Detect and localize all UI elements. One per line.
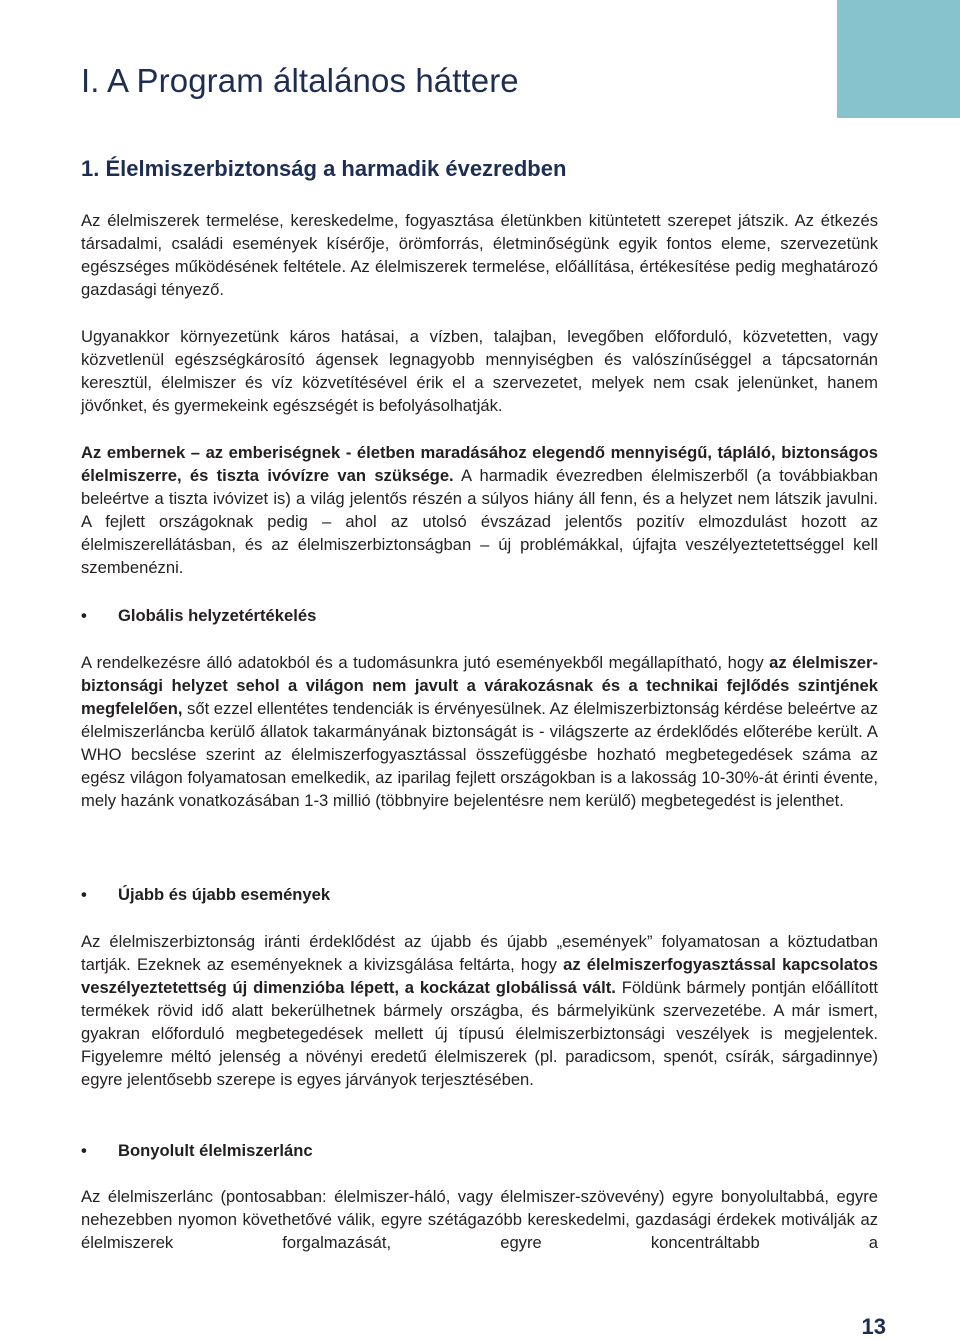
paragraph-events xyxy=(81,930,878,1091)
bullet-label: Globális helyzetértékelés xyxy=(118,606,317,625)
page-title: I. A Program általános háttere xyxy=(81,62,519,99)
bullet-complex-chain xyxy=(81,1139,313,1162)
bullet-label: Bonyolult élelmiszerlánc xyxy=(118,1141,313,1160)
paragraph-global xyxy=(81,651,878,812)
bullet-icon: • xyxy=(81,885,87,904)
paragraph-events-text-a: Az élelmiszerbiztonság iránti érdeklődést az újabb és újabb „események” folyamatosan a köztudatban tartják. Ezeknek az eseményeknek a kivizsgálása feltárta, hogy xyxy=(81,932,878,974)
paragraph-global-bold: az élelmiszer-biztonsági helyzet sehol a világon nem javult a várakozásnak és a technikai fejlődés szintjének megfelelően, xyxy=(81,653,878,718)
paragraph-needs-bold: Az embernek – az emberiségnek - életben maradásához elegendő mennyiségű, tápláló, biztonságos élelmiszerre, és tiszta ivóvízre van szüksége. xyxy=(81,443,878,485)
paragraph-global-text: sőt ezzel ellentétes tendenciák is érvényesülnek. Az élelmiszerbiztonság kérdése beleértve az élelmiszerláncba kerülő állatok takarmányának biztonságát is - világszerte az érdeklődés előterébe került. A WHO becslése szerint az élelmiszerfogyasztással összefüggésbe hozható megbetegedések száma az egész világon folyamatosan emelkedik, az iparilag fejlett országokban is a lakosság 10-30%-át érinti évente, mely hazánk vonatkozásában 1-3 millió (többnyire bejelentésre nem kerülő) megbetegedést is jelenthet. xyxy=(81,699,878,810)
paragraph-events-text: Földünk bármely pontján előállított termékek rövid idő alatt bekerülhetnek bármely országba, és bármelyikünk szervezetébe. A már ismert, gyakran előforduló megbetegedések mellett új típusú élelmiszerbiztonsági veszélyek is megjelentek. Figyelemre méltó jelenség a növényi eredetű élelmiszerek (pl. paradicsom, spenót, csírák, sárgadinnye) egyre jelentősebb szerepe is egyes járványok terjesztésében. xyxy=(81,978,878,1089)
paragraph-needs xyxy=(81,441,878,579)
paragraph-intro: Az élelmiszerek termelése, kereskedelme, fogyasztása életünkben kitüntetett szerepet játszik. Az étkezés társadalmi, családi események kísérője, örömforrás, életminőségünk egyik fontos eleme, szervezetünk egészséges működésének feltétele. Az élelmiszerek termelése, előállítása, értékesítése pedig meghatározó gazdasági tényező. xyxy=(81,211,878,299)
bullet-icon: • xyxy=(81,1141,87,1160)
bullet-label: Újabb és újabb események xyxy=(118,885,331,904)
chapter-tab xyxy=(837,0,960,118)
section-title: 1. Élelmiszerbiztonság a harmadik évezredben xyxy=(81,156,567,181)
paragraph-food-chain: Az élelmiszerlánc (pontosabban: élelmiszer-háló, vagy élelmiszer-szövevény) egyre bonyolultabbá, egyre nehezebben nyomon követhetővé válik, egyre szétágazóbb kereskedelmi, gazdasági érdekek motiválják az élelmiszerek forgalmazását, egyre koncentráltabb a xyxy=(81,1187,878,1252)
bullet-icon: • xyxy=(81,606,87,625)
bullet-new-events xyxy=(81,883,330,906)
page-number: 13 xyxy=(861,1314,886,1339)
paragraph-environment: Ugyanakkor környezetünk káros hatásai, a vízben, talajban, levegőben előforduló, közvetetten, vagy közvetlenül egészségkárosító ágensek legnagyobb mennyiségben és valószínűséggel a tápcsatornán keresztül, élelmiszer és víz közvetítésével érik el a szervezetet, melyek nem csak jelenünket, hanem jövőnket, és gyermekeink egészségét is befolyásolhatják. xyxy=(81,327,878,415)
paragraph-events-bold: az élelmiszerfogyasztással kapcsolatos veszélyeztetettség új dimenzióba lépett, a kockázat globálissá vált. xyxy=(81,955,878,997)
bullet-global-assessment xyxy=(81,604,316,627)
paragraph-global-text-a: A rendelkezésre álló adatokból és a tudomásunkra jutó eseményekből megállapítható, hogy xyxy=(81,653,770,672)
paragraph-needs-text: A harmadik évezredben élelmiszerből (a továbbiakban beleértve a tiszta ivóvizet is) a világ jelentős részén a súlyos hiány áll fenn, és a helyzet nem látszik javulni. A fejlett országoknak pedig – ahol az utolsó évszázad jelentős pozitív elmozdulást hozott az élelmiszerellátásban, és az élelmiszerbiztonságban – új problémákkal, újfajta veszélyeztetettséggel kell szembenézni. xyxy=(81,466,878,577)
